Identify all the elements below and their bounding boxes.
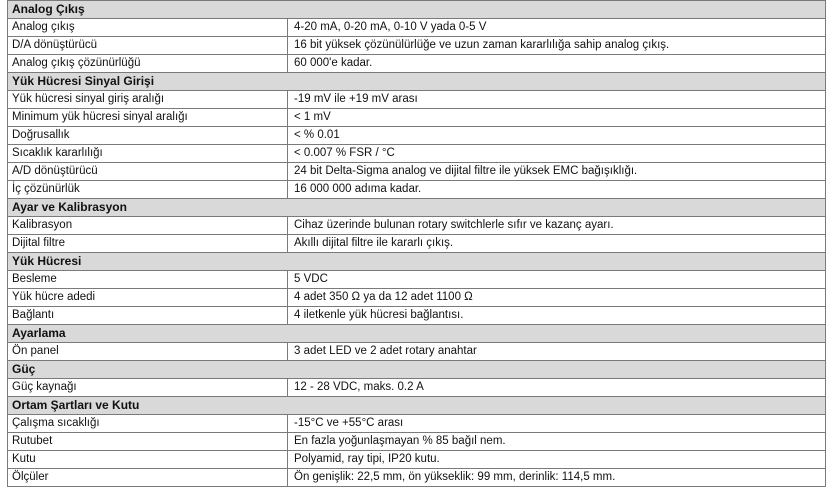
- spec-label: Ölçüler: [8, 469, 288, 487]
- spec-value: -19 mV ile +19 mV arası: [288, 91, 826, 109]
- spec-value: 3 adet LED ve 2 adet rotary anahtar: [288, 343, 826, 361]
- spec-value: 12 - 28 VDC, maks. 0.2 A: [288, 379, 826, 397]
- section-header: [8, 361, 826, 379]
- section-title: Yük Hücresi Sinyal Girişi: [8, 73, 826, 91]
- spec-label: Bağlantı: [8, 307, 288, 325]
- spec-label: Çalışma sıcaklığı: [8, 415, 288, 433]
- section-title: Güç: [8, 361, 826, 379]
- spec-value: Akıllı dijital filtre ile kararlı çıkış.: [288, 235, 826, 253]
- table-row: [8, 415, 826, 433]
- table-row: [8, 163, 826, 181]
- table-row: [8, 451, 826, 469]
- spec-value: 16 bit yüksek çözünülürlüğe ve uzun zaman kararlılığa sahip analog çıkış.: [288, 37, 826, 55]
- spec-label: D/A dönüştürücü: [8, 37, 288, 55]
- spec-label: İç çözünürlük: [8, 181, 288, 199]
- section-title: Ortam Şartları ve Kutu: [8, 397, 826, 415]
- section-header: [8, 199, 826, 217]
- spec-label: Güç kaynağı: [8, 379, 288, 397]
- section-header: [8, 1, 826, 19]
- table-row: [8, 37, 826, 55]
- spec-value: 24 bit Delta-Sigma analog ve dijital filtre ile yüksek EMC bağışıklığı.: [288, 163, 826, 181]
- table-row: [8, 379, 826, 397]
- spec-value: < % 0.01: [288, 127, 826, 145]
- spec-label: Kalibrasyon: [8, 217, 288, 235]
- spec-value: 4 adet 350 Ω ya da 12 adet 1100 Ω: [288, 289, 826, 307]
- table-row: [8, 235, 826, 253]
- spec-label: Rutubet: [8, 433, 288, 451]
- spec-value: < 1 mV: [288, 109, 826, 127]
- section-header: [8, 325, 826, 343]
- table-row: [8, 19, 826, 37]
- spec-value: Ön genişlik: 22,5 mm, ön yükseklik: 99 mm, derinlik: 114,5 mm.: [288, 469, 826, 487]
- spec-table-body: [8, 1, 826, 487]
- spec-label: Yük hücresi sinyal giriş aralığı: [8, 91, 288, 109]
- spec-label: Yük hücre adedi: [8, 289, 288, 307]
- spec-value: En fazla yoğunlaşmayan % 85 bağıl nem.: [288, 433, 826, 451]
- spec-value: -15°C ve +55°C arası: [288, 415, 826, 433]
- table-row: [8, 145, 826, 163]
- section-header: [8, 73, 826, 91]
- spec-label: Doğrusallık: [8, 127, 288, 145]
- spec-label: A/D dönüştürücü: [8, 163, 288, 181]
- table-row: [8, 289, 826, 307]
- table-row: [8, 127, 826, 145]
- section-title: Analog Çıkış: [8, 1, 826, 19]
- section-title: Ayar ve Kalibrasyon: [8, 199, 826, 217]
- spec-label: Ön panel: [8, 343, 288, 361]
- spec-value: 5 VDC: [288, 271, 826, 289]
- spec-label: Sıcaklık kararlılığı: [8, 145, 288, 163]
- table-row: [8, 469, 826, 487]
- spec-label: Minimum yük hücresi sinyal aralığı: [8, 109, 288, 127]
- section-header: [8, 397, 826, 415]
- section-header: [8, 253, 826, 271]
- section-title: Ayarlama: [8, 325, 826, 343]
- spec-label: Analog çıkış çözünürlüğü: [8, 55, 288, 73]
- spec-label: Analog çıkış: [8, 19, 288, 37]
- table-row: [8, 91, 826, 109]
- table-row: [8, 55, 826, 73]
- spec-value: Polyamid, ray tipi, IP20 kutu.: [288, 451, 826, 469]
- spec-value: 4 iletkenle yük hücresi bağlantısı.: [288, 307, 826, 325]
- spec-value: 60 000'e kadar.: [288, 55, 826, 73]
- spec-value: 4-20 mA, 0-20 mA, 0-10 V yada 0-5 V: [288, 19, 826, 37]
- section-title: Yük Hücresi: [8, 253, 826, 271]
- table-row: [8, 307, 826, 325]
- spec-value: 16 000 000 adıma kadar.: [288, 181, 826, 199]
- table-row: [8, 343, 826, 361]
- spec-label: Dijital filtre: [8, 235, 288, 253]
- table-row: [8, 109, 826, 127]
- spec-label: Besleme: [8, 271, 288, 289]
- spec-value: Cihaz üzerinde bulunan rotary switchlerle sıfır ve kazanç ayarı.: [288, 217, 826, 235]
- spec-value: < 0.007 % FSR / °C: [288, 145, 826, 163]
- spec-table: [7, 0, 826, 487]
- table-row: [8, 433, 826, 451]
- table-row: [8, 181, 826, 199]
- spec-label: Kutu: [8, 451, 288, 469]
- table-row: [8, 217, 826, 235]
- table-row: [8, 271, 826, 289]
